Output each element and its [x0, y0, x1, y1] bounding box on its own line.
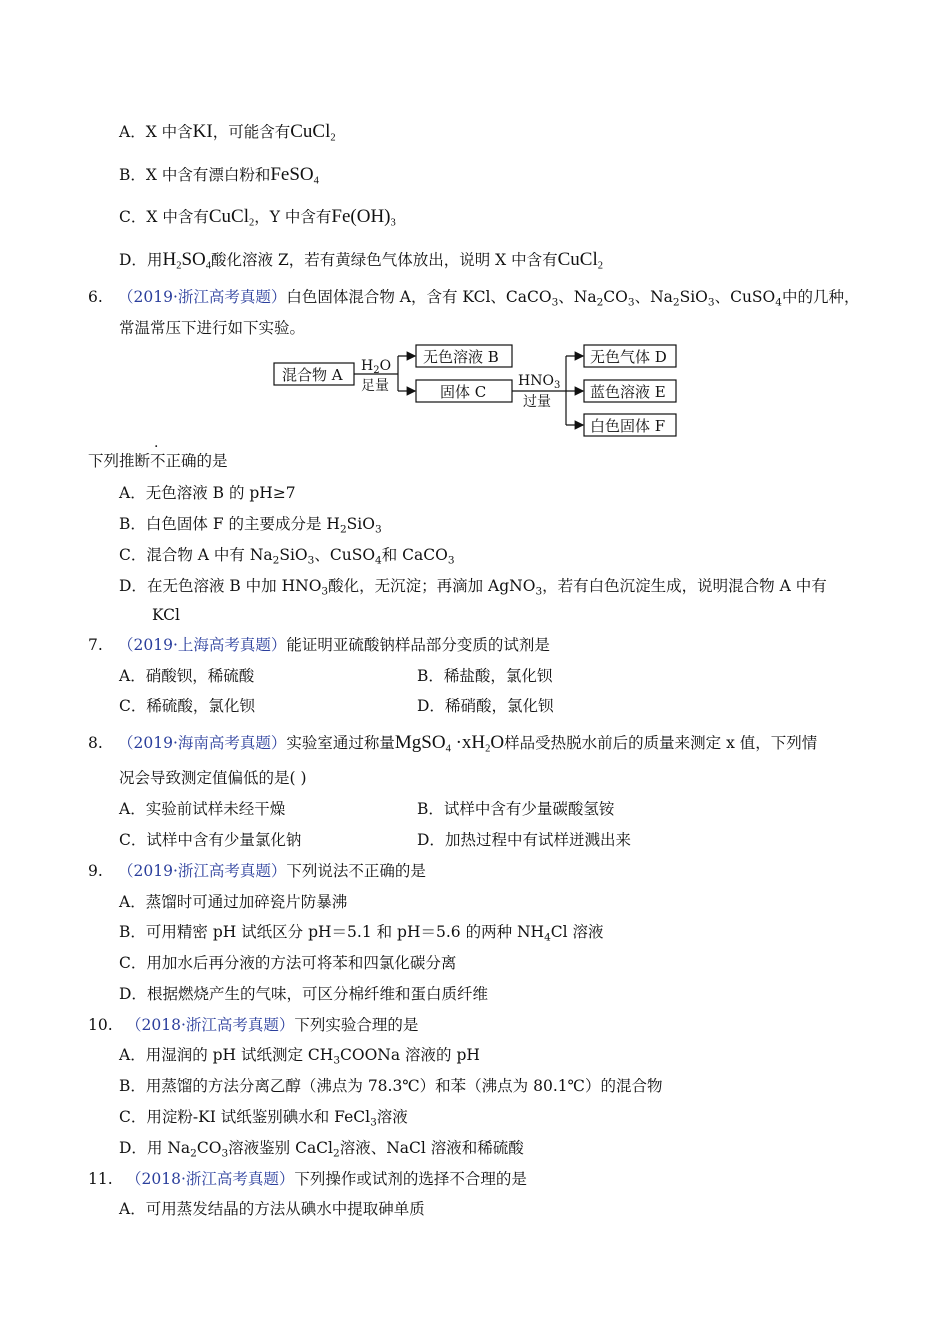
q6-stem: 6. （2019·浙江高考真题）白色固体混合物 A，含有 KCl、CaCO$_3$、$Na_2CO_3$、$Na_2SiO_3$、CuSO$_4$中的几种， — [88, 288, 860, 309]
q6-prompt: 下列推断不正确的是 — [88, 452, 228, 470]
q9-option-b: B．可用精密 pH 试纸区分 pH＝5.1 和 pH＝5.6 的两种 $NH_4Cl$ 溶液 — [119, 923, 604, 944]
q5-option-b: B．X 中含有漂白粉和FeSO$_4$ — [119, 164, 319, 187]
q11-option-a: A．可用蒸发结晶的方法从碘水中提取砷单质 — [119, 1200, 425, 1218]
q7-option-c: C．稀硫酸，氯化钡 — [119, 697, 255, 715]
q11-stem: 11. （2018·浙江高考真题）下列操作或试剂的选择不合理的是 — [88, 1170, 527, 1188]
q7-option-d: D．稀硝酸，氯化钡 — [417, 697, 554, 715]
q8-option-c: C．试样中含有少量氯化钠 — [119, 831, 302, 849]
q8-option-d: D．加热过程中有试样迸溅出来 — [417, 831, 631, 849]
svg-text:蓝色溶液 E: 蓝色溶液 E — [590, 383, 666, 401]
svg-text:混合物 A: 混合物 A — [282, 366, 343, 384]
svg-text:固体 C: 固体 C — [440, 383, 487, 401]
svg-text:HNO3: $HNO_3$ — [518, 373, 561, 391]
svg-text:过量: 过量 — [523, 394, 551, 410]
q10-option-a: A．用湿润的 pH 试纸测定 $CH_3COONa$ 溶液的 pH — [119, 1046, 480, 1067]
source-tag: （2018·浙江高考真题） — [126, 1016, 295, 1034]
q7-option-b: B．稀盐酸，氯化钡 — [417, 667, 553, 685]
q6-option-b: B．白色固体 F 的主要成分是 $H_2SiO_3$ — [119, 515, 382, 536]
q7-option-a: A．硝酸钡，稀硫酸 — [119, 667, 255, 685]
question-number: 9. — [88, 862, 103, 880]
q9-option-c: C．用加水后再分液的方法可将苯和四氯化碳分离 — [119, 954, 457, 972]
q5-option-d: D．用$H_2SO_4$酸化溶液 Z，若有黄绿色气体放出，说明 X 中含有CuCl$_2$ — [119, 249, 603, 272]
question-number: 8. — [88, 734, 103, 752]
q6-option-d-line2: KCl — [152, 606, 180, 624]
q8-stem-line2: 况会导致测定值偏低的是( ) — [119, 769, 307, 787]
question-number: 11. — [88, 1170, 113, 1188]
q6-option-a: A．无色溶液 B 的 pH≥7 — [119, 484, 296, 502]
source-tag: （2018·浙江高考真题） — [126, 1170, 295, 1188]
q6-stem-line2: 常温常压下进行如下实验。 — [119, 319, 306, 337]
svg-text:白色固体 F: 白色固体 F — [590, 417, 666, 435]
q9-option-a: A．蒸馏时可通过加碎瓷片防暴沸 — [119, 893, 348, 911]
q10-option-b: B．用蒸馏的方法分离乙醇（沸点为 78.3℃）和苯（沸点为 80.1℃）的混合物 — [119, 1077, 663, 1095]
source-tag: （2019·上海高考真题） — [118, 636, 287, 654]
question-number: 10. — [88, 1016, 113, 1034]
question-number: 7. — [88, 636, 103, 654]
q9-option-d: D．根据燃烧产生的气味，可区分棉纤维和蛋白质纤维 — [119, 985, 488, 1003]
source-tag: （2019·海南高考真题） — [118, 734, 287, 752]
svg-text:无色气体 D: 无色气体 D — [590, 348, 667, 366]
q9-stem: 9. （2019·浙江高考真题）下列说法不正确的是 — [88, 862, 426, 880]
q8-option-b: B．试样中含有少量碳酸氢铵 — [417, 800, 615, 818]
q10-stem: 10. （2018·浙江高考真题）下列实验合理的是 — [88, 1016, 419, 1034]
svg-text:足量: 足量 — [361, 378, 389, 394]
q6-option-c: C．混合物 A 中有 $Na_2SiO_3$、CuSO$_4$和 CaCO$_3$ — [119, 546, 455, 567]
svg-text:无色溶液 B: 无色溶液 B — [423, 348, 499, 366]
q10-option-d: D．用 $Na_2CO_3$溶液鉴别 CaCl$_2$溶液、NaCl 溶液和稀硫酸 — [119, 1139, 524, 1160]
q6-flow-diagram — [270, 340, 690, 440]
q10-option-c: C．用淀粉-KI 试纸鉴别碘水和 FeCl$_3$溶液 — [119, 1108, 408, 1129]
source-tag: （2019·浙江高考真题） — [118, 862, 287, 880]
q5-option-c: C．X 中含有CuCl$_2$，Y 中含有$Fe(OH)_3$ — [119, 206, 396, 229]
q7-stem: 7. （2019·上海高考真题）能证明亚硫酸钠样品部分变质的试剂是 — [88, 636, 550, 654]
source-tag: （2019·浙江高考真题） — [118, 288, 287, 306]
svg-text:H2O: $H_2O$ — [361, 358, 392, 376]
q6-option-d: D．在无色溶液 B 中加 $HNO_3$酸化，无沉淀；再滴加 AgNO$_3$，若有白色沉淀生成，说明混合物 A 中有 — [119, 577, 827, 598]
q8-option-a: A．实验前试样未经干燥 — [119, 800, 286, 818]
question-number: 6. — [88, 288, 103, 306]
q8-stem: 8. （2019·海南高考真题）实验室通过称量MgSO$_4$ $\cdot xH_2O$样品受热脱水前后的质量来测定 x 值，下列情 — [88, 732, 818, 755]
q5-option-a: A．X 中含KI，可能含有CuCl$_2$ — [119, 121, 336, 144]
